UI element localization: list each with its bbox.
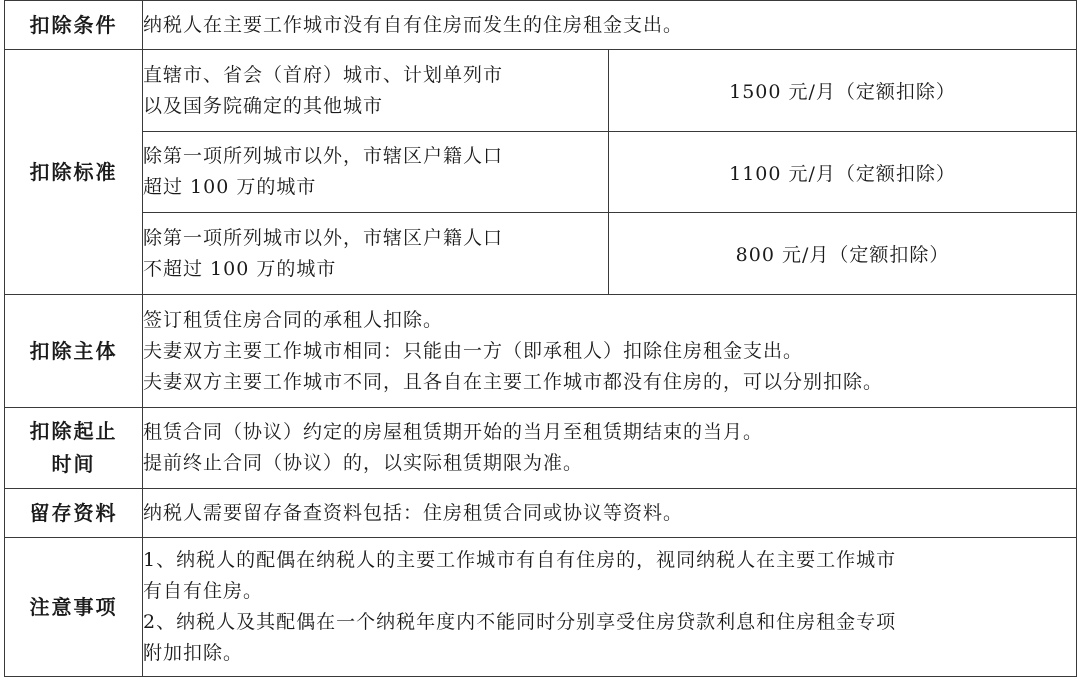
conditions-text: 纳税人在主要工作城市没有自有住房而发生的住房租金支出。 <box>143 1 1077 50</box>
row-notes <box>5 538 1077 677</box>
tier-2-city-line2: 超过 100 万的城市 <box>143 176 317 198</box>
tier-3-city-line1: 除第一项所列城市以外，市辖区户籍人口 <box>143 226 504 249</box>
row-standard-tier-3 <box>5 213 1077 295</box>
header-notes: 注意事项 <box>5 538 143 677</box>
tier-1-city-line2: 以及国务院确定的其他城市 <box>143 94 384 117</box>
period-line-1: 租赁合同（协议）约定的房屋租赁期开始的当月至租赁期结束的当月。 <box>143 421 764 443</box>
tier-1-city <box>143 50 609 132</box>
deduction-table <box>4 0 1077 677</box>
tier-3-city <box>143 213 609 295</box>
row-standard-tier-2 <box>5 132 1077 213</box>
row-period <box>5 408 1077 489</box>
subject-line-1: 签订租赁住房合同的承租人扣除。 <box>143 308 444 331</box>
subject-line-3: 夫妻双方主要工作城市不同，且各自在主要工作城市都没有住房的，可以分别扣除。 <box>143 370 884 393</box>
row-conditions <box>5 1 1077 50</box>
subject-line-2: 夫妻双方主要工作城市相同：只能由一方（即承租人）扣除住房租金支出。 <box>143 339 804 362</box>
tier-2-city <box>143 132 609 213</box>
notes-line-4: 附加扣除。 <box>143 642 244 664</box>
notes-line-1: 1、纳税人的配偶在纳税人的主要工作城市有自有住房的，视同纳税人在主要工作城市 <box>143 549 897 571</box>
tier-2-city-line1: 除第一项所列城市以外，市辖区户籍人口 <box>143 145 504 167</box>
notes-text <box>143 538 1077 677</box>
row-standard-tier-1 <box>5 50 1077 132</box>
tier-2-amount: 1100 元/月（定额扣除） <box>609 132 1077 213</box>
header-standards: 扣除标准 <box>5 50 143 295</box>
notes-line-2: 有自有住房。 <box>143 580 264 602</box>
header-period-line2: 时间 <box>51 452 96 476</box>
row-subject <box>5 295 1077 408</box>
header-subject: 扣除主体 <box>5 295 143 408</box>
header-period-line1: 扣除起止 <box>29 419 118 443</box>
period-text <box>143 408 1077 489</box>
notes-line-3: 2、纳税人及其配偶在一个纳税年度内不能同时分别享受住房贷款利息和住房租金专项 <box>143 611 897 633</box>
records-text: 纳税人需要留存备查资料包括：住房租赁合同或协议等资料。 <box>143 489 1077 538</box>
header-conditions: 扣除条件 <box>5 1 143 50</box>
header-records: 留存资料 <box>5 489 143 538</box>
tier-1-amount: 1500 元/月（定额扣除） <box>609 50 1077 132</box>
row-records <box>5 489 1077 538</box>
header-period <box>5 408 143 489</box>
period-line-2: 提前终止合同（协议）的，以实际租赁期限为准。 <box>143 452 584 474</box>
tier-3-city-line2: 不超过 100 万的城市 <box>143 257 337 280</box>
tier-3-amount: 800 元/月（定额扣除） <box>609 213 1077 295</box>
subject-text <box>143 295 1077 408</box>
tier-1-city-line1: 直辖市、省会（首府）城市、计划单列市 <box>143 63 504 86</box>
